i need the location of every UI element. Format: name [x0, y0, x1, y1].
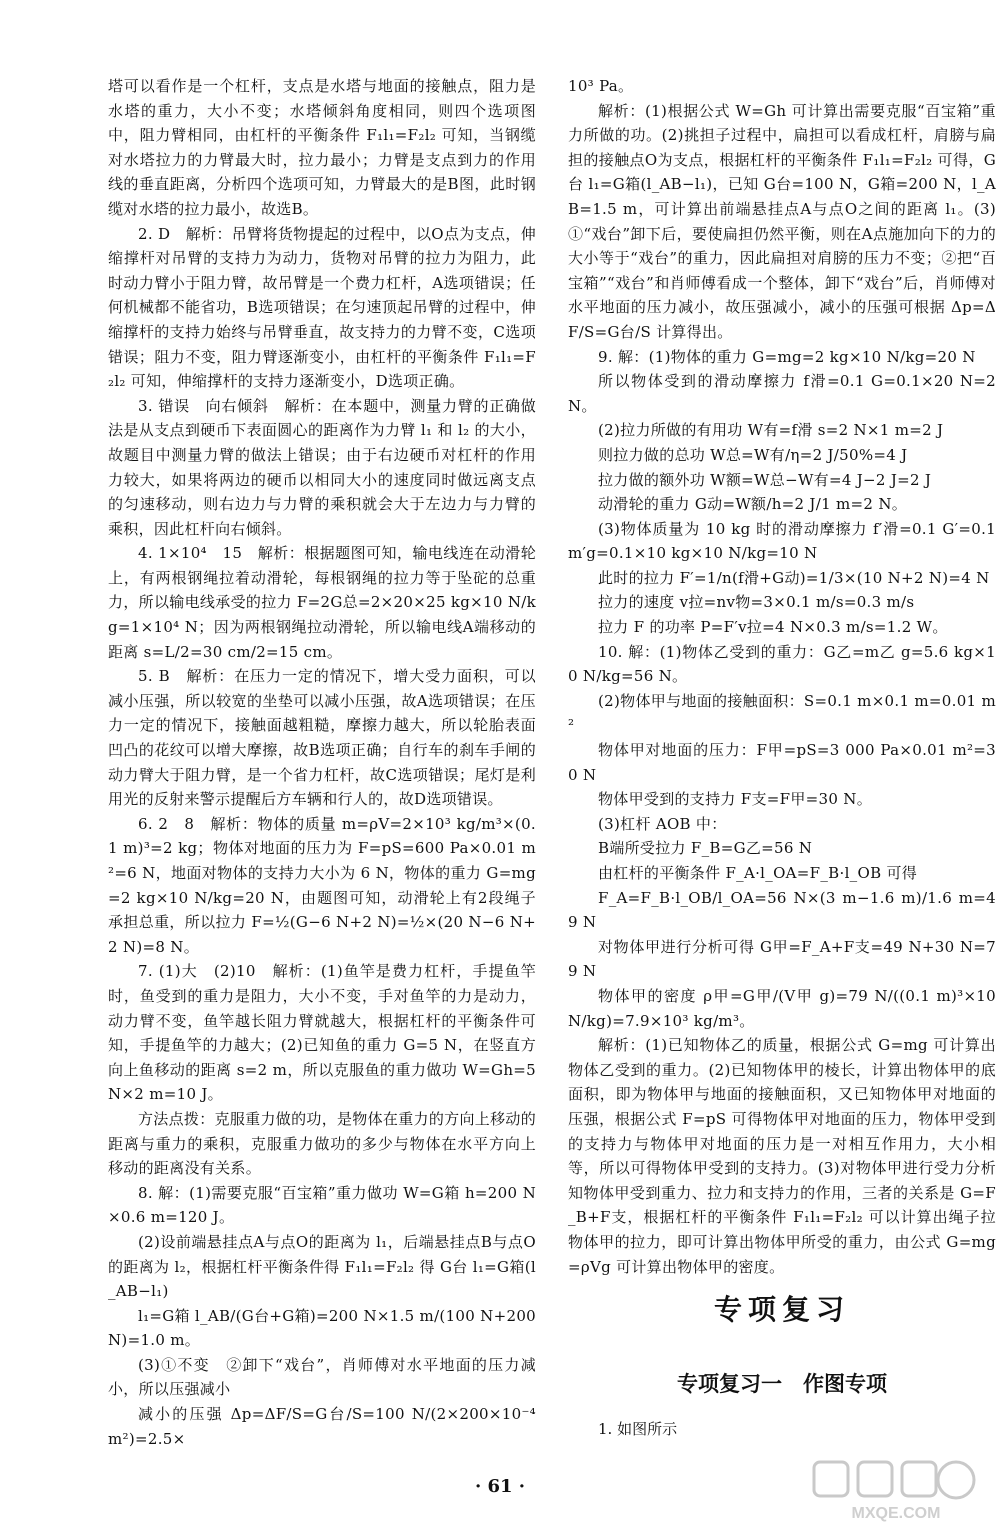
formula-line: 拉力 F 的功率 P=F′v拉=4 N×0.3 m/s=1.2 W。: [598, 618, 948, 637]
formula-line: 对物体甲进行分析可得 G甲=F_A+F支=49 N+30 N=79 N: [568, 937, 996, 981]
answer-paragraph: 2. D 解析：吊臂将货物提起的过程中，以O点为支点，伸缩撑杆对吊臂的支持力为动力，货物对吊臂的拉力为阻力，此时动力臂小于阻力臂，故吊臂是一个费力杠杆，A选项错误；任何机械都不能省功，B选项错误；在匀速顶起吊臂的过程中，伸缩撑杆的支持力始终与吊臂垂直，故支持力的力臂不变，C选项错误；阻力不变，阻力臂逐渐变小，由杠杆的平衡条件 F₁l₁=F₂l₂ 可知，伸缩撑杆的支持力逐渐变小，D选项正确。: [108, 224, 536, 391]
right-column: [568, 74, 996, 1279]
formula-line: (2)拉力所做的有用功 W有=f滑 s=2 N×1 m=2 J: [598, 421, 944, 440]
answer-paragraph: 3. 错误 向右倾斜 解析：在本题中，测量力臂的正确做法是从支点到硬币下表面圆心的距离作为力臂 l₁ 和 l₂ 的大小，故题目中测量力臂的做法上错误；由于右边硬币对杠杆的作用力较大，如果将两边的硬币以相同大小的速度同时做远离支点的匀速移动，则右边力与力臂的乘积就会大于左边力与力臂的乘积，因此杠杆向右倾斜。: [108, 396, 536, 538]
answer-paragraph: 7. (1)大 (2)10 解析：(1)鱼竿是费力杠杆，手提鱼竿时，鱼受到的重力是阻力，大小不变，手对鱼竿的力是动力，动力臂不变，鱼竿越长阻力臂就越大，根据杠杆的平衡条件可知，手提鱼竿的力越大；(2)已知鱼的重力 G=5 N，在竖直方向上鱼移动的距离 s=2 m，所以克服鱼的重力做功 W=Gh=5 N×2 m=10 J。: [108, 962, 536, 1104]
answer-paragraph: 9. 解：(1)物体的重力 G=mg=2 kg×10 N/kg=20 N: [598, 347, 976, 366]
item-1-text: 1. 如图所示: [598, 1420, 678, 1438]
formula-line: (3)杠杆 AOB 中：: [598, 814, 727, 833]
formula-line: B端所受拉力 F_B=G乙=56 N: [598, 839, 813, 858]
formula-line: 物体甲对地面的压力：F甲=pS=3 000 Pa×0.01 m²=30 N: [568, 741, 996, 784]
watermark-logo: [806, 1456, 986, 1524]
formula-line: 物体甲的密度 ρ甲=G甲/(V甲 g)=79 N/((0.1 m)³×10 N/kg)=7.9×10³ kg/m³。: [568, 986, 996, 1030]
svg-text:MXQE.COM: MXQE.COM: [851, 1505, 941, 1522]
answer-paragraph: 6. 2 8 解析：物体的质量 m=ρV=2×10³ kg/m³×(0.1 m)³=2 kg；物体对地面的压力为 F=pS=600 Pa×0.01 m²=6 N，地面对物体的支持力大小为 6 N，物体的重力 G=mg=2 kg×10 N/kg=20 N，由题图可知，动滑轮上有2段绳子承担总重，所以拉力 F=½(G−6 N+2 N)=½×(20 N−6 N+2 N)=8 N。: [108, 814, 536, 956]
formula-line: (3)物体质量为 10 kg 时的滑动摩擦力 f′滑=0.1 G′=0.1 m′g=0.1×10 kg×10 N/kg=10 N: [568, 519, 996, 563]
answer-paragraph: (3)①不变 ②卸下“戏台”，肖师傅对水平地面的压力减小，所以压强减小: [108, 1355, 536, 1399]
page-number: · 61 ·: [474, 1476, 526, 1497]
formula-line: 由杠杆的平衡条件 F_A·l_OA=F_B·l_OB 可得: [598, 864, 918, 882]
subsection-title: 专项复习一 作图专项: [677, 1372, 887, 1396]
section-title: 专项复习: [713, 1293, 850, 1326]
formula-line: (2)物体甲与地面的接触面积：S=0.1 m×0.1 m=0.01 m²: [568, 691, 996, 735]
formula-line: l₁=G箱 l_AB/(G台+G箱)=200 N×1.5 m/(100 N+200 N)=1.0 m。: [108, 1306, 537, 1350]
formula-line: 则拉力做的总功 W总=W有/η=2 J/50%=4 J: [598, 445, 908, 464]
method-tip: 方法点拨：克服重力做的功，是物体在重力的方向上移动的距离与重力的乘积，克服重力做功的多少与物体在水平方向上移动的距离没有关系。: [108, 1109, 536, 1178]
answer-paragraph: 5. B 解析：在压力一定的情况下，增大受力面积，可以减小压强，所以较宽的坐垫可以减小压强，故A选项错误；在压力一定的情况下，接触面越粗糙，摩擦力越大，所以轮胎表面凹凸的花纹可以增大摩擦，故B选项正确；自行车的刹车手闸的动力臂大于阻力臂，是一个省力杠杆，故C选项错误；尾灯是利用光的反射来警示提醒后方车辆和行人的，故D选项错误。: [108, 667, 536, 809]
answer-paragraph: 塔可以看作是一个杠杆，支点是水塔与地面的接触点，阻力是水塔的重力，大小不变；水塔倾斜角度相同，则四个选项图中，阻力臂相同，由杠杆的平衡条件 F₁l₁=F₂l₂ 可知，当钢缆对水塔拉力的力臂最大时，拉力最小；力臂是支点到力的作用线的垂直距离，分析四个选项可知，力臂最大的是B图，此时钢缆对水塔的拉力最小，故选B。: [108, 77, 536, 218]
formula-line: 减小的压强 Δp=ΔF/S=G台/S=100 N/(2×200×10⁻⁴ m²)=2.5×: [108, 1405, 536, 1448]
answer-paragraph: 8. 解：(1)需要克服“百宝箱”重力做功 W=G箱 h=200 N×0.6 m=120 J。: [108, 1183, 536, 1227]
analysis-paragraph: 解析：(1)根据公式 W=Gh 可计算出需要克服“百宝箱”重力所做的功。(2)挑担子过程中，扁担可以看成杠杆，肩膀与扁担的接触点O为支点，根据杠杆的平衡条件 F₁l₁=F₂l₂ 可得，G台 l₁=G箱(l_AB−l₁)，已知 G台=100 N，G箱=200 N，l_AB=1.5 m，可计算出前端悬挂点A与点O之间的距离 l₁。(3)①“戏台”卸下后，要使扁担仍然平衡，则在A点施加向下的力的大小等于“戏台”的重力，因此扁担对肩膀的压力不变；②把“百宝箱”“戏台”和肖师傅看成一个整体，卸下“戏台”后，肖师傅对水平地面的压力减小，故压强减小，减小的压强可根据 Δp=ΔF/S=G台/S 计算得出。: [568, 101, 996, 341]
formula-line: 10³ Pa。: [568, 77, 634, 95]
formula-line: 拉力的速度 v拉=nv物=3×0.1 m/s=0.3 m/s: [598, 593, 915, 612]
formula-line: 此时的拉力 F′=1/n(f滑+G动)=1/3×(10 N+2 N)=4 N: [598, 568, 990, 587]
formula-line: 拉力做的额外功 W额=W总−W有=4 J−2 J=2 J: [598, 470, 932, 489]
formula-line: 动滑轮的重力 G动=W额/h=2 J/1 m=2 N。: [598, 495, 908, 514]
answer-paragraph: 4. 1×10⁴ 15 解析：根据题图可知，输电线连在动滑轮上，有两根钢绳拉着动滑轮，每根钢绳的拉力等于坠砣的总重力，所以输电线承受的拉力 F=2G总=2×20×25 kg×10 N/kg=1×10⁴ N；因为两根钢绳拉动滑轮，所以输电线A端移动的距离 s=L/2=30 cm/2=15 cm。: [108, 544, 536, 661]
analysis-paragraph: 解析：(1)已知物体乙的质量，根据公式 G=mg 可计算出物体乙受到的重力。(2)已知物体甲的棱长，计算出物体甲的底面积，即为物体甲与地面的接触面积，又已知物体甲对地面的压强，根据公式 F=pS 可得物体甲对地面的压力，物体甲受到的支持力与物体甲对地面的压力是一对相互作用力，大小相等，所以可得物体甲受到的支持力。(3)对物体甲进行受力分析知物体甲受到重力、拉力和支持力的作用，三者的关系是 G=F_B+F支，根据杠杆的平衡条件 F₁l₁=F₂l₂ 可以计算出绳子拉物体甲的拉力，即可计算出物体甲所受的重力，由公式 G=mg=ρVg 可计算出物体甲的密度。: [568, 1036, 996, 1276]
answer-paragraph: (2)设前端悬挂点A与点O的距离为 l₁，后端悬挂点B与点O的距离为 l₂，根据杠杆平衡条件得 F₁l₁=F₂l₂ 得 G台 l₁=G箱(l_AB−l₁): [108, 1232, 536, 1301]
formula-line: 所以物体受到的滑动摩擦力 f滑=0.1 G=0.1×20 N=2 N。: [568, 372, 996, 415]
answer-paragraph: 10. 解：(1)物体乙受到的重力：G乙=m乙 g=5.6 kg×10 N/kg=56 N。: [568, 642, 996, 686]
formula-line: F_A=F_B·l_OB/l_OA=56 N×(3 m−1.6 m)/1.6 m=49 N: [568, 888, 996, 932]
formula-line: 物体甲受到的支持力 F支=F甲=30 N。: [598, 790, 873, 809]
left-column: [108, 74, 536, 1451]
